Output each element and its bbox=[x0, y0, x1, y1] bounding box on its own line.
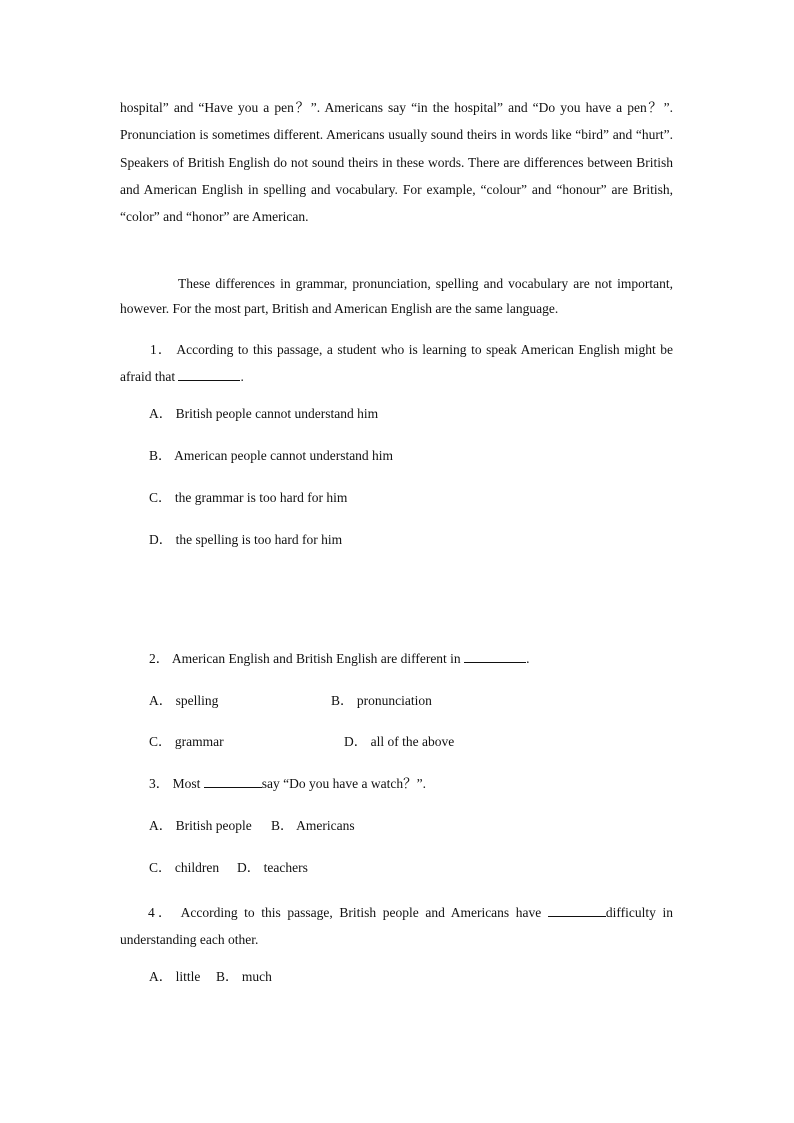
question-1-option-a: A． British people cannot understand him bbox=[149, 406, 379, 421]
question-3-text: 3． Most bbox=[149, 776, 204, 791]
answer-blank bbox=[548, 904, 606, 917]
answer-blank bbox=[178, 368, 240, 381]
question-1-option-b: B． American people cannot understand him bbox=[149, 448, 394, 463]
question-2-text-end: . bbox=[526, 651, 530, 666]
question-1-option-d: D． the spelling is too hard for him bbox=[149, 532, 343, 547]
question-1-text-end: . bbox=[240, 369, 244, 384]
question-3-text-end: say “Do you have a watch？”. bbox=[261, 776, 426, 791]
question-3-stem bbox=[149, 774, 426, 794]
question-2-stem bbox=[149, 649, 529, 669]
question-1-text: 1． According to this passage, a student who is learning to speak American English might be afraid that bbox=[120, 342, 673, 384]
answer-blank bbox=[204, 775, 262, 788]
question-2-text: 2． American English and British English are different in bbox=[149, 651, 465, 666]
passage-paragraph-2: These differences in grammar, pronunciation, spelling and vocabulary are not important, however. For the most part, British and American English are the same language. bbox=[120, 276, 673, 316]
question-2-option-a: A． spelling bbox=[149, 693, 219, 708]
question-4-stem bbox=[120, 899, 673, 953]
passage-paragraph-1: hospital” and “Have you a pen？”. Americans say “in the hospital” and “Do you have a pen？”. Pronunciation is sometimes different. Americans usually sound theirs in words like “bird” and “hurt”. Speakers of British English do not sound theirs in these words. There are differences between British and American English in spelling and vocabulary. For example, “colour” and “honour” are British, “color” and “honor” are American. bbox=[120, 100, 673, 225]
question-3-option-c: C． children bbox=[149, 860, 220, 875]
question-3-option-d: D． teachers bbox=[237, 860, 308, 875]
question-3-option-b: B． Americans bbox=[271, 818, 355, 833]
question-2-option-b: B． pronunciation bbox=[331, 693, 432, 708]
question-4-option-b: B． much bbox=[216, 969, 272, 984]
question-1-stem bbox=[120, 336, 673, 390]
question-4-text: 4． According to this passage, British people and Americans have bbox=[148, 905, 548, 920]
question-4-option-a: A． little bbox=[149, 969, 201, 984]
question-1-option-c: C． the grammar is too hard for him bbox=[149, 490, 348, 505]
question-3-option-a: A． British people bbox=[149, 818, 252, 833]
answer-blank bbox=[464, 650, 526, 663]
question-2-option-c: C． grammar bbox=[149, 734, 224, 749]
question-4-text-end: difficulty in understanding each other. bbox=[120, 905, 673, 947]
question-2-option-d: D． all of the above bbox=[344, 734, 455, 749]
